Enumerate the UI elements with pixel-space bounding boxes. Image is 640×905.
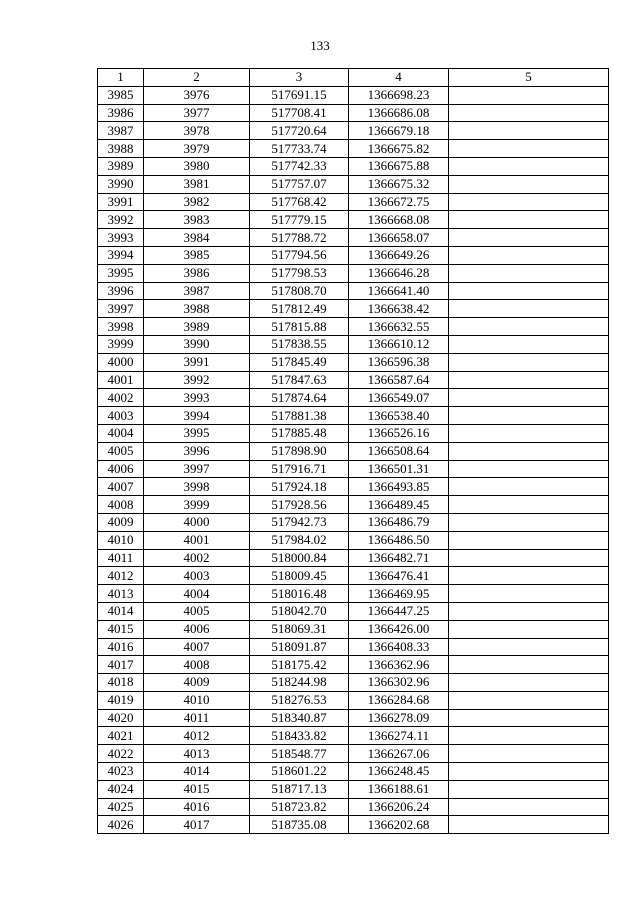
table-cell: 1366267.06 [349, 745, 449, 763]
table-cell: 4012 [98, 567, 144, 585]
table-cell: 3978 [144, 122, 250, 140]
table-cell [449, 620, 609, 638]
table-cell: 1366668.08 [349, 211, 449, 229]
table-cell: 3979 [144, 140, 250, 158]
table-cell: 1366632.55 [349, 318, 449, 336]
table-cell: 1366202.68 [349, 816, 449, 834]
table-cell: 3996 [144, 442, 250, 460]
table-cell [449, 389, 609, 407]
table-cell: 4009 [98, 513, 144, 531]
table-body [98, 86, 609, 833]
table-cell: 1366641.40 [349, 282, 449, 300]
table-cell: 3992 [144, 371, 250, 389]
table-row [98, 104, 609, 122]
table-row [98, 709, 609, 727]
table-cell: 518433.82 [250, 727, 349, 745]
table-cell: 4012 [144, 727, 250, 745]
table-cell: 4015 [98, 620, 144, 638]
table-row [98, 691, 609, 709]
table-cell: 517812.49 [250, 300, 349, 318]
table-cell: 517815.88 [250, 318, 349, 336]
table-cell: 3992 [98, 211, 144, 229]
table-cell: 4011 [144, 709, 250, 727]
table-cell [449, 424, 609, 442]
table-cell: 518717.13 [250, 780, 349, 798]
table-cell: 3984 [144, 229, 250, 247]
table-row [98, 531, 609, 549]
table-cell [449, 602, 609, 620]
table-cell: 4006 [144, 620, 250, 638]
table-cell: 4002 [144, 549, 250, 567]
table-row [98, 300, 609, 318]
table-cell: 517742.33 [250, 157, 349, 175]
table-cell: 1366248.45 [349, 763, 449, 781]
table-cell: 4011 [98, 549, 144, 567]
table-cell: 1366675.82 [349, 140, 449, 158]
table-row [98, 620, 609, 638]
table-cell: 3995 [144, 424, 250, 442]
table-cell: 3997 [98, 300, 144, 318]
table-cell: 4001 [144, 531, 250, 549]
table-cell: 1366587.64 [349, 371, 449, 389]
table-cell: 518091.87 [250, 638, 349, 656]
table-cell: 517733.74 [250, 140, 349, 158]
table-cell: 3999 [98, 335, 144, 353]
table-row [98, 638, 609, 656]
table-cell: 517898.90 [250, 442, 349, 460]
table-cell: 1366482.71 [349, 549, 449, 567]
table-cell: 517808.70 [250, 282, 349, 300]
table-cell: 3997 [144, 460, 250, 478]
table-cell [449, 513, 609, 531]
table-cell: 4023 [98, 763, 144, 781]
table-cell: 3983 [144, 211, 250, 229]
table-cell [449, 229, 609, 247]
table-cell: 517847.63 [250, 371, 349, 389]
table-cell: 518244.98 [250, 674, 349, 692]
column-header: 1 [98, 69, 144, 87]
table-row [98, 496, 609, 514]
table-cell: 4016 [98, 638, 144, 656]
table-cell: 3999 [144, 496, 250, 514]
table-cell: 3989 [144, 318, 250, 336]
table-cell: 517885.48 [250, 424, 349, 442]
table-row [98, 86, 609, 104]
table-cell: 3985 [98, 86, 144, 104]
table-cell [449, 371, 609, 389]
table-cell: 1366686.08 [349, 104, 449, 122]
table-cell [449, 656, 609, 674]
table-row [98, 816, 609, 834]
table-cell [449, 300, 609, 318]
table-cell [449, 246, 609, 264]
table-cell: 1366675.88 [349, 157, 449, 175]
table-cell [449, 745, 609, 763]
table-row [98, 193, 609, 211]
column-header: 3 [250, 69, 349, 87]
table-cell: 4021 [98, 727, 144, 745]
table-row [98, 157, 609, 175]
table-cell: 1366493.85 [349, 478, 449, 496]
table-row [98, 246, 609, 264]
table-cell: 3976 [144, 86, 250, 104]
table-cell: 517942.73 [250, 513, 349, 531]
table-cell: 4009 [144, 674, 250, 692]
table-cell [449, 674, 609, 692]
table-cell [449, 157, 609, 175]
table-cell: 3998 [98, 318, 144, 336]
column-header: 4 [349, 69, 449, 87]
table-cell: 518009.45 [250, 567, 349, 585]
table-cell: 1366646.28 [349, 264, 449, 282]
table-cell: 517928.56 [250, 496, 349, 514]
table-row [98, 513, 609, 531]
table-cell: 1366278.09 [349, 709, 449, 727]
table-cell: 1366679.18 [349, 122, 449, 140]
table-cell [449, 585, 609, 603]
table-row [98, 424, 609, 442]
table-cell [449, 122, 609, 140]
table-cell: 4006 [98, 460, 144, 478]
table-cell [449, 104, 609, 122]
table-cell: 517788.72 [250, 229, 349, 247]
table-cell: 3991 [98, 193, 144, 211]
column-header: 2 [144, 69, 250, 87]
table-cell: 4010 [98, 531, 144, 549]
table-cell [449, 567, 609, 585]
table-cell: 4017 [98, 656, 144, 674]
table-row [98, 478, 609, 496]
table-cell: 3990 [144, 335, 250, 353]
table-cell: 1366188.61 [349, 780, 449, 798]
table-row [98, 389, 609, 407]
table-cell: 4002 [98, 389, 144, 407]
table-cell: 4005 [98, 442, 144, 460]
table-cell: 3994 [144, 407, 250, 425]
table-cell: 517874.64 [250, 389, 349, 407]
table-cell: 517838.55 [250, 335, 349, 353]
table-cell: 4014 [144, 763, 250, 781]
table-row [98, 442, 609, 460]
table-cell: 4007 [144, 638, 250, 656]
table-cell: 518276.53 [250, 691, 349, 709]
table-cell: 3993 [98, 229, 144, 247]
table-cell: 517720.64 [250, 122, 349, 140]
table-cell: 4000 [144, 513, 250, 531]
table-cell [449, 798, 609, 816]
table-cell: 4003 [98, 407, 144, 425]
table-cell [449, 282, 609, 300]
table-cell: 1366698.23 [349, 86, 449, 104]
table-cell [449, 816, 609, 834]
table-row [98, 763, 609, 781]
table-cell: 3996 [98, 282, 144, 300]
table-cell: 1366284.68 [349, 691, 449, 709]
table-cell: 3989 [98, 157, 144, 175]
column-header: 5 [449, 69, 609, 87]
table-cell: 3988 [98, 140, 144, 158]
table-row [98, 780, 609, 798]
table-cell: 4004 [144, 585, 250, 603]
table-cell: 1366476.41 [349, 567, 449, 585]
table-cell: 4001 [98, 371, 144, 389]
table-row [98, 567, 609, 585]
table-cell [449, 496, 609, 514]
table-cell [449, 140, 609, 158]
table-cell: 517779.15 [250, 211, 349, 229]
table-cell: 1366638.42 [349, 300, 449, 318]
table-cell: 4005 [144, 602, 250, 620]
table-cell: 1366206.24 [349, 798, 449, 816]
table-cell: 1366675.32 [349, 175, 449, 193]
table-cell: 4016 [144, 798, 250, 816]
table-cell: 517924.18 [250, 478, 349, 496]
table-cell: 518723.82 [250, 798, 349, 816]
table-row [98, 371, 609, 389]
table-cell: 4015 [144, 780, 250, 798]
table-cell: 4007 [98, 478, 144, 496]
table-cell: 1366469.95 [349, 585, 449, 603]
table-cell: 4004 [98, 424, 144, 442]
table-cell [449, 264, 609, 282]
table-cell [449, 211, 609, 229]
table-row [98, 407, 609, 425]
table-cell: 1366610.12 [349, 335, 449, 353]
table-header-row [98, 69, 609, 87]
table-cell: 517691.15 [250, 86, 349, 104]
table-cell: 1366501.31 [349, 460, 449, 478]
table-cell: 1366672.75 [349, 193, 449, 211]
table-cell: 3988 [144, 300, 250, 318]
table-cell: 4018 [98, 674, 144, 692]
table-cell: 3986 [98, 104, 144, 122]
table-cell: 518016.48 [250, 585, 349, 603]
table-cell: 3995 [98, 264, 144, 282]
table-cell: 518340.87 [250, 709, 349, 727]
table-cell: 4019 [98, 691, 144, 709]
table-cell [449, 727, 609, 745]
table-row [98, 602, 609, 620]
table-row [98, 656, 609, 674]
table-cell: 517708.41 [250, 104, 349, 122]
table-cell: 4020 [98, 709, 144, 727]
table-cell: 518548.77 [250, 745, 349, 763]
table-cell: 1366274.11 [349, 727, 449, 745]
table-cell: 3987 [98, 122, 144, 140]
table-cell [449, 460, 609, 478]
table-cell [449, 780, 609, 798]
table-cell: 1366508.64 [349, 442, 449, 460]
table-row [98, 460, 609, 478]
table-cell: 4000 [98, 353, 144, 371]
table-cell: 518069.31 [250, 620, 349, 638]
table-cell [449, 353, 609, 371]
table-cell [449, 691, 609, 709]
table-row [98, 674, 609, 692]
table-cell: 3994 [98, 246, 144, 264]
table-cell [449, 407, 609, 425]
table-cell: 3998 [144, 478, 250, 496]
table-row [98, 318, 609, 336]
table-cell: 4014 [98, 602, 144, 620]
table-cell: 517916.71 [250, 460, 349, 478]
table-cell: 518000.84 [250, 549, 349, 567]
table-cell: 3980 [144, 157, 250, 175]
table-cell: 4013 [144, 745, 250, 763]
table-cell: 4022 [98, 745, 144, 763]
table-cell: 1366362.96 [349, 656, 449, 674]
table-cell: 4008 [144, 656, 250, 674]
table-cell [449, 193, 609, 211]
table-cell: 3993 [144, 389, 250, 407]
table-cell: 517768.42 [250, 193, 349, 211]
table-row [98, 798, 609, 816]
table-cell: 517845.49 [250, 353, 349, 371]
table-cell [449, 549, 609, 567]
table-row [98, 335, 609, 353]
table-cell: 3987 [144, 282, 250, 300]
table-cell [449, 335, 609, 353]
table-cell: 3985 [144, 246, 250, 264]
coordinates-table [97, 68, 609, 834]
table-cell: 517881.38 [250, 407, 349, 425]
table-cell [449, 709, 609, 727]
table-row [98, 140, 609, 158]
table-row [98, 585, 609, 603]
table-cell: 1366426.00 [349, 620, 449, 638]
table-cell: 1366649.26 [349, 246, 449, 264]
table-row [98, 229, 609, 247]
table-cell [449, 478, 609, 496]
table-cell: 517798.53 [250, 264, 349, 282]
table-cell: 518735.08 [250, 816, 349, 834]
table-cell [449, 175, 609, 193]
table-cell: 1366489.45 [349, 496, 449, 514]
page-number: 133 [310, 38, 330, 53]
table-cell: 1366596.38 [349, 353, 449, 371]
table-cell [449, 442, 609, 460]
table-cell [449, 531, 609, 549]
table-cell: 4003 [144, 567, 250, 585]
table-cell: 1366447.25 [349, 602, 449, 620]
table-cell: 1366408.33 [349, 638, 449, 656]
table-cell: 3990 [98, 175, 144, 193]
table-cell: 4025 [98, 798, 144, 816]
table-cell: 1366538.40 [349, 407, 449, 425]
table-row [98, 175, 609, 193]
table-cell: 1366658.07 [349, 229, 449, 247]
table-cell [449, 763, 609, 781]
table-cell: 1366549.07 [349, 389, 449, 407]
table-cell: 4010 [144, 691, 250, 709]
table-row [98, 264, 609, 282]
table-cell: 3982 [144, 193, 250, 211]
table-cell: 4008 [98, 496, 144, 514]
table-cell: 517794.56 [250, 246, 349, 264]
table-cell: 517984.02 [250, 531, 349, 549]
table-cell: 1366486.79 [349, 513, 449, 531]
table-cell: 518042.70 [250, 602, 349, 620]
table-row [98, 282, 609, 300]
table-cell [449, 318, 609, 336]
table-cell: 4024 [98, 780, 144, 798]
table-cell: 1366526.16 [349, 424, 449, 442]
table-row [98, 727, 609, 745]
table-cell: 1366486.50 [349, 531, 449, 549]
table-cell: 3981 [144, 175, 250, 193]
table-cell: 3977 [144, 104, 250, 122]
table-cell: 1366302.96 [349, 674, 449, 692]
table-row [98, 122, 609, 140]
table-row [98, 211, 609, 229]
table-cell: 3991 [144, 353, 250, 371]
table-cell [449, 638, 609, 656]
table-cell [449, 86, 609, 104]
table-cell: 4026 [98, 816, 144, 834]
table-cell: 4017 [144, 816, 250, 834]
table-cell: 517757.07 [250, 175, 349, 193]
table-cell: 518175.42 [250, 656, 349, 674]
table-cell: 3986 [144, 264, 250, 282]
table-row [98, 745, 609, 763]
table-cell: 518601.22 [250, 763, 349, 781]
table-cell: 4013 [98, 585, 144, 603]
table-row [98, 549, 609, 567]
table-row [98, 353, 609, 371]
